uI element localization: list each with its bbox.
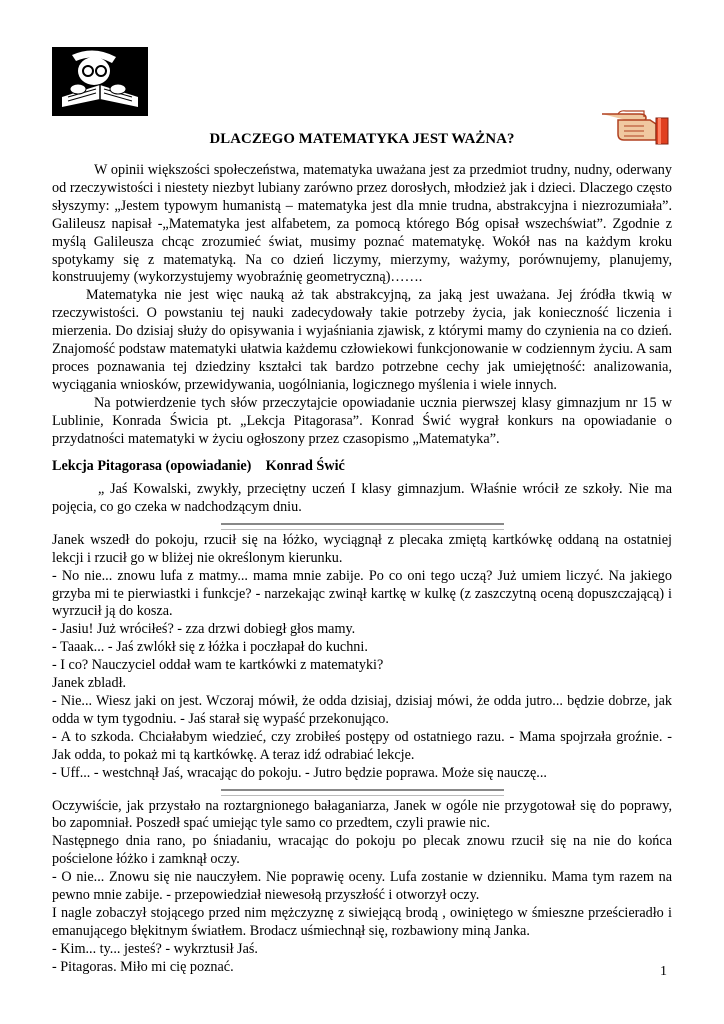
story-line: - Taaak... - Jaś zwlókł się z łóżka i poczłapał do kuchni. [52, 639, 368, 656]
page-number: 1 [660, 964, 667, 979]
story-text [52, 481, 672, 977]
story-line: - O nie... Znowu się nie nauczyłem. Nie poprawię oceny. Lufa zostanie w dzienniku. Mama tym razem na pewno mnie zabije. - przepowiedział niewesołą przyszłość i otworzył oczy. [52, 869, 672, 904]
reading-person-clipart [52, 47, 148, 116]
story-line: - I co? Nauczyciel oddał wam te kartkówki z matematyki? [52, 657, 384, 674]
page-title: DLACZEGO MATEMATYKA JEST WAŻNA? [209, 131, 515, 147]
story-line: - Nie... Wiesz jaki on jest. Wczoraj mówił, że odda dzisiaj, dzisiaj mówi, że odda jutro... będzie dobrze, jak odda w tym tygodniu. - Jaś starał się wypaść przekonująco. [52, 692, 672, 727]
story-line: - Uff... - westchnął Jaś, wracając do pokoju. - Jutro będzie poprawa. Może się nauczę... [52, 764, 547, 781]
intro-paragraph-3: Na potwierdzenie tych słów przeczytajcie opowiadanie ucznia pierwszej klasy gimnazjum nr 15 w Lublinie, Konrada Świcia pt. „Lekcja Pitagorasa”. Konrad Świć wygrał konkurs na opowiadanie o przydatności matematyki w życiu ogłoszony przez czasopismo „Matematyka”. [52, 394, 672, 447]
story-line: I nagle zobaczył stojącego przed nim mężczyznę z siwiejącą brodą , owiniętego w śmieszne prześcieradło i emanującego błękitnym światłem. Brodacz uśmiechnął się, rozbawiony miną Janka. [52, 904, 672, 939]
story-line: - No nie... znowu lufa z matmy... mama mnie zabije. Po co oni tego uczą? Już umiem liczyć. Na jakiego grzyba mi te pierwiastki i funkcje? - narzekając zwinął kartkę w kulkę (z zaszczytną oceną dopuszczającą) i wyrzucił ją do kosza. [52, 567, 672, 620]
story-line: - Kim... ty... jesteś? - wykrztusił Jaś. [52, 940, 258, 957]
section-divider [221, 789, 504, 796]
story-line: Następnego dnia rano, po śniadaniu, wracając do pokoju po plecak znowu rzucił się na nie do końca pościelone łóżko i zamknął oczy. [52, 833, 672, 868]
story-line: Oczywiście, jak przystało na roztargnionego bałaganiarza, Janek w ogóle nie przygotował się do poprawy, bo zapomniał. Poszedł spać umiejąc tyle samo co przedtem, czyli prawie nic. [52, 797, 672, 832]
section-divider [221, 523, 504, 530]
intro-text [52, 162, 672, 449]
story-title: Lekcja Pitagorasa (opowiadanie) Konrad Świć [52, 458, 345, 474]
story-line: - Jasiu! Już wróciłeś? - zza drzwi dobiegł głos mamy. [52, 621, 356, 638]
intro-paragraph-2: Matematyka nie jest więc nauką aż tak abstrakcyjną, za jaką jest uważana. Jej źródła tkwią w rzeczywistości. O powstaniu tej nauki zadecydowały takie potrzeby życia, jak konieczność liczenia i mierzenia. Do dzisiaj służy do opisywania i wyjaśniania zjawisk, z którymi mamy do czynienia na co dzień. Znajomość podstaw matematyki ułatwia każdemu człowiekowi funkcjonowanie w codziennym życiu. A sam proces poznawania tej dziedziny kształci tak bardzo potrzebne cechy jak umiejętność: analizowania, wyciągania wniosków, przewidywania, uogólniania, logicznego myślenia i wiele innych. [52, 287, 672, 393]
story-line: Janek zbladł. [52, 675, 127, 692]
story-line: Janek wszedł do pokoju, rzucił się na łóżko, wyciągnął z plecaka zmiętą kartkówkę oddaną na ostatniej lekcji i rzucił go w bliżej nie określonym kierunku. [52, 531, 672, 566]
story-line: - Pitagoras. Miło mi cię poznać. [52, 958, 234, 975]
story-line: - A to szkoda. Chciałabym wiedzieć, czy zrobiłeś postępy od ostatniego razu. - Mama spojrzała groźnie. - Jak odda, to pokaż mi tą kartkówkę. A teraz idź odrabiać lekcje. [52, 728, 672, 763]
story-intro: „ Jaś Kowalski, zwykły, przeciętny uczeń I klasy gimnazjum. Właśnie wrócił ze szkoły. Nie ma pojęcia, co go czeka w nadchodzącym dniu. [52, 481, 672, 515]
intro-paragraph-1: W opinii większości społeczeństwa, matematyka uważana jest za przedmiot trudny, nudny, oderwany od rzeczywistości i niestety niezbyt lubiany zarówno przez dorosłych, młodzież jak i dzieci. Dlaczego często słyszymy: „Jestem typowym humanistą – matematyka jest dla mnie trudna, abstrakcyjna i niezrozumiała”. Galileusz napisał -„Matematyka jest alfabetem, za pomocą którego Bóg opisał wszechświat”. Zgodnie z myślą Galileusza chcąc zrozumieć świat, musimy poznać matematykę. Wokół nas na każdym kroku spotykamy się z matematyką. Na co dzień liczymy, mierzymy, ważymy, porównujemy, planujemy, konstruujemy (wykorzystujemy wyobraźnię geometryczną)……. [52, 162, 672, 286]
